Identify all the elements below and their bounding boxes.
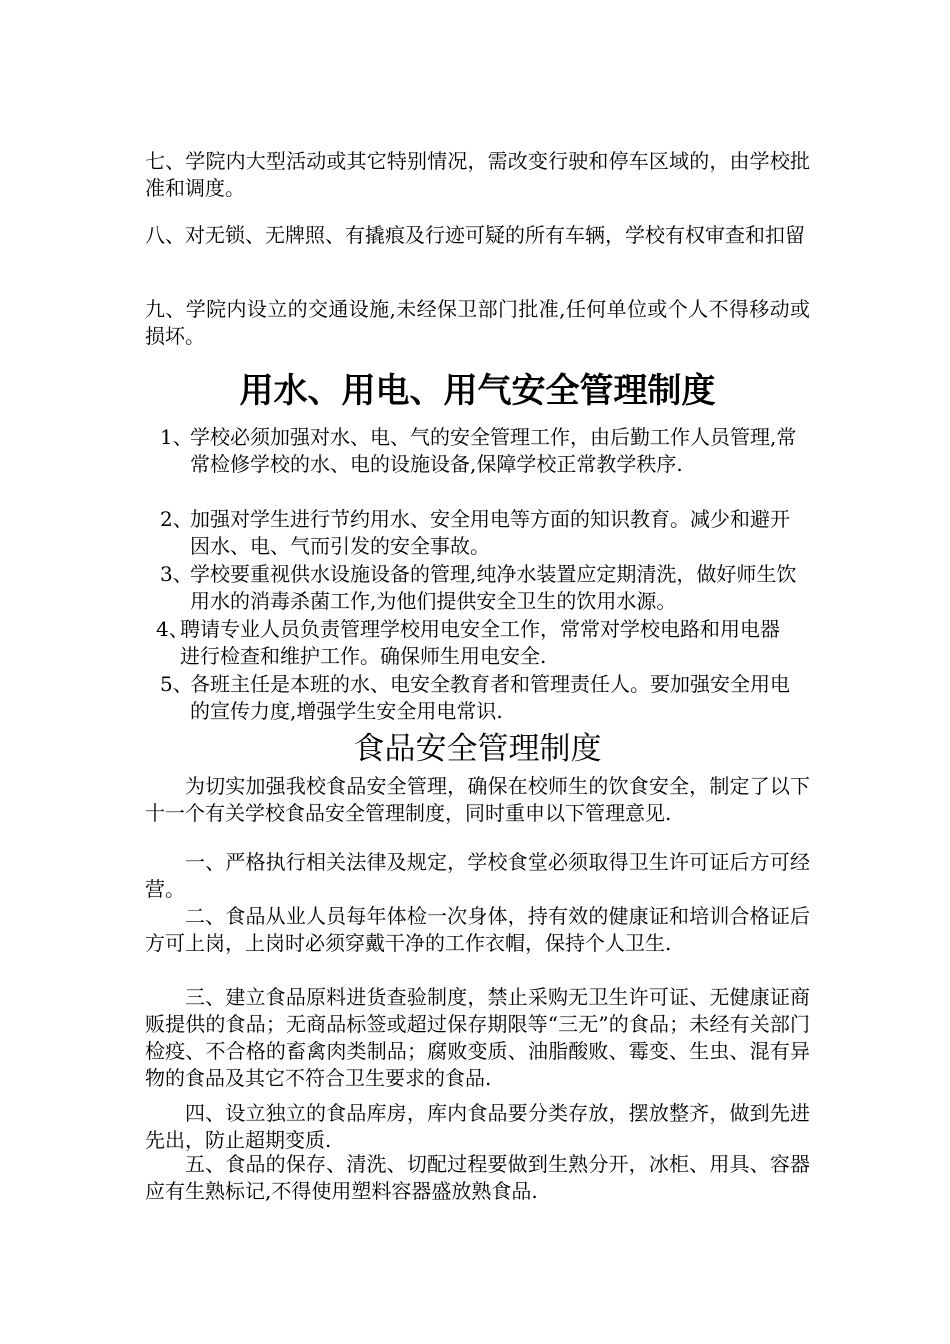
food-intro: 为切实加强我校食品安全管理，确保在校师生的饮食安全，制定了以下十一个有关学校食品安全管理制度，同时重申以下管理意见. — [145, 774, 810, 825]
food-rule-1: 一、严格执行相关法律及规定，学校食堂必须取得卫生许可证后方可经营。 — [145, 850, 810, 901]
utility-item-3-number: 3、 — [160, 562, 193, 586]
food-rule-3: 三、建立食品原料进货查验制度，禁止采购无卫生许可证、无健康证商贩提供的食品；无商品标签或超过保存期限等“三无”的食品；未经有关部门检疫、不合格的畜禽肉类制品；腐败变质、油脂酸败、霉变、生虫、混有异物的食品及其它不符合卫生要求的食品. — [145, 985, 810, 1090]
food-section-title: 食品安全管理制度 — [353, 731, 602, 767]
utility-item-4-number: 4、 — [156, 617, 189, 641]
utility-section-title: 用水、用电、用气安全管理制度 — [239, 371, 716, 411]
traffic-rule-8: 八、对无锁、无牌照、有撬痕及行迹可疑的所有车辆，学校有权审查和扣留 — [145, 223, 805, 247]
utility-item-4-text: 聘请专业人员负责管理学校用电安全工作，常常对学校电路和用电器进行检查和维护工作。确保师生用电安全. — [180, 617, 780, 668]
traffic-rule-9: 九、学院内设立的交通设施,未经保卫部门批准,任何单位或个人不得移动或损坏。 — [145, 297, 810, 348]
utility-item-3 — [160, 561, 805, 615]
utility-item-1-text: 学校必须加强对水、电、气的安全管理工作，由后勤工作人员管理,常常检修学校的水、电的设施设备,保障学校正常教学秩序. — [190, 425, 797, 476]
utility-item-2-text: 加强对学生进行节约用水、安全用电等方面的知识教育。减少和避开因水、电、气而引发的安全事故。 — [190, 507, 790, 558]
food-rule-2: 二、食品从业人员每年体检一次身体，持有效的健康证和培训合格证后方可上岗，上岗时必须穿戴干净的工作衣帽，保持个人卫生. — [145, 904, 810, 955]
utility-item-4 — [156, 616, 796, 670]
utility-item-2 — [160, 506, 800, 560]
food-rule-4: 四、设立独立的食品库房，库内食品要分类存放，摆放整齐，做到先进先出，防止超期变质. — [145, 1101, 810, 1152]
utility-item-5-number: 5、 — [160, 672, 193, 696]
utility-item-2-number: 2、 — [160, 507, 193, 531]
utility-item-1 — [160, 424, 800, 478]
food-rule-5: 五、食品的保存、清洗、切配过程要做到生熟分开，冰柜、用具、容器应有生熟标记,不得使用塑料容器盛放熟食品. — [145, 1152, 810, 1203]
utility-item-5-text: 各班主任是本班的水、电安全教育者和管理责任人。要加强安全用电的宣传力度,增强学生安全用电常识. — [190, 672, 790, 723]
utility-item-1-number: 1、 — [160, 425, 193, 449]
utility-item-5 — [160, 671, 800, 725]
traffic-rule-7: 七、学院内大型活动或其它特别情况，需改变行驶和停车区域的，由学校批准和调度。 — [145, 149, 810, 200]
utility-item-3-text: 学校要重视供水设施设备的管理,纯净水装置应定期清洗，做好师生饮用水的消毒杀菌工作,为他们提供安全卫生的饮用水源。 — [190, 562, 797, 613]
